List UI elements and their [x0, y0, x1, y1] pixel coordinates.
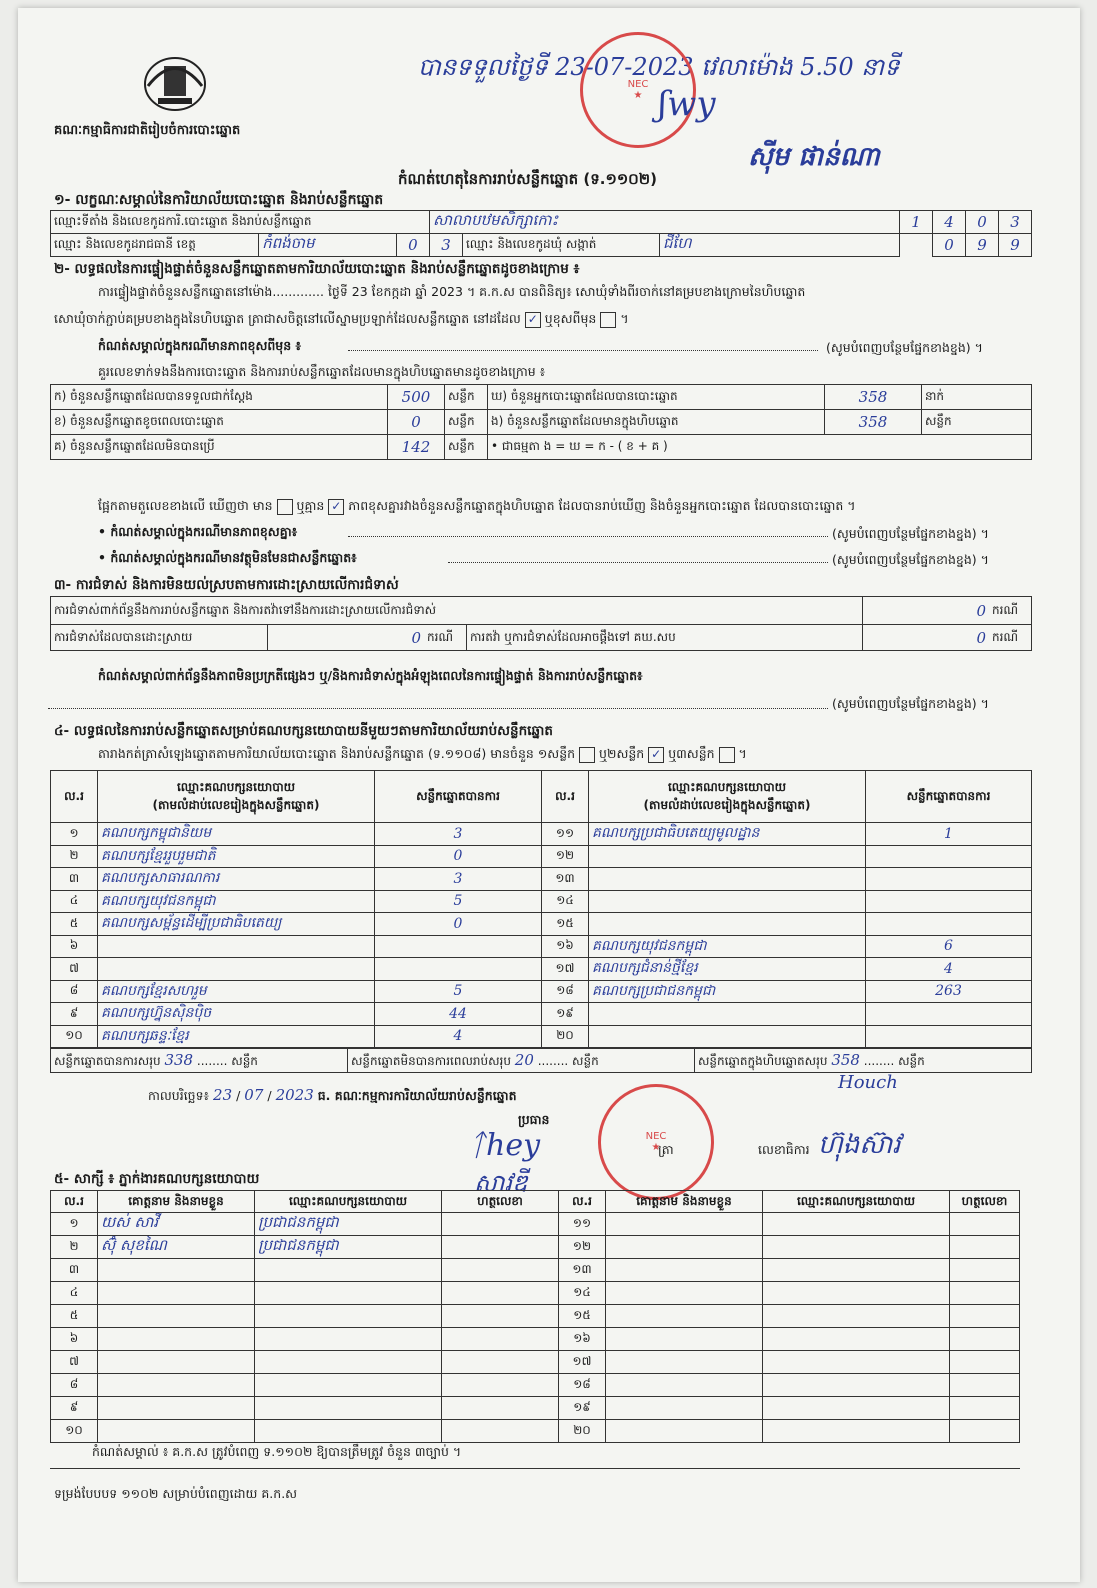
- witness-signature: [442, 1420, 559, 1443]
- left-party: គណបក្សសាធារណការ: [98, 868, 375, 891]
- province-value: កំពង់ចាម: [259, 234, 397, 257]
- col-party-sub: (តាមលំដាប់លេខរៀងក្នុងសន្លឹកឆ្នោត): [152, 797, 320, 812]
- formula-note: • ជាធម្មតា ង = ឃ = ក - ( ខ + គ ): [488, 435, 1032, 460]
- right-votes: [866, 1025, 1032, 1048]
- witness-name: [606, 1374, 763, 1397]
- right-no: ១៧: [542, 958, 589, 981]
- witness-row: [51, 1420, 1020, 1443]
- figure-value-a: 500: [388, 385, 445, 410]
- left-votes: 5: [375, 890, 542, 913]
- w-col-party: ឈ្មោះគណបក្សនយោបាយ: [763, 1191, 950, 1213]
- witness-signature: [950, 1259, 1020, 1282]
- results-row: [51, 980, 1032, 1003]
- secretary-signature: ហ៊ុងស៊ាវ: [818, 1130, 901, 1160]
- witness-signature: [950, 1351, 1020, 1374]
- right-party: គណបក្សយុវជនកម្ពុជា: [589, 935, 866, 958]
- two-sheet-label: ឬ២សន្លឹក: [599, 746, 645, 761]
- figure-label-b: ខ) ចំនួនសន្លឹកឆ្នោតខូចពេលបោះឆ្នោត: [51, 410, 388, 435]
- results-table: [50, 770, 1032, 1048]
- witness-row: [51, 1374, 1020, 1397]
- col-party: [589, 771, 866, 823]
- witness-no: ៤: [51, 1282, 98, 1305]
- code-digit: 4: [933, 211, 966, 234]
- witness-no: ១: [51, 1213, 98, 1236]
- same-checkbox[interactable]: ✓: [525, 312, 541, 328]
- witness-name: [98, 1351, 255, 1374]
- left-party: គណបក្សសម្ព័ន្ធដើម្បីប្រជាធិបតេយ្យ: [98, 913, 375, 936]
- results-row: [51, 935, 1032, 958]
- right-party: [589, 868, 866, 891]
- appeal-label: ការតវ៉ា ឬការជំទាស់ដែលអាចផ្តឹងទៅ គឃ.សប: [467, 625, 863, 651]
- figure-label-d: ឃ) ចំនួនអ្នកបោះឆ្នោតដែលបានបោះឆ្នោត: [488, 385, 825, 410]
- col-party-title: ឈ្មោះគណបក្សនយោបាយ: [176, 779, 296, 794]
- witness-no: ១៩: [559, 1397, 606, 1420]
- figure-unit-e: សន្លឹក: [922, 410, 1032, 435]
- witness-party: [763, 1236, 950, 1259]
- right-votes: [866, 868, 1032, 891]
- complaints-value: 0: [863, 597, 990, 625]
- right-votes: 4: [866, 958, 1032, 981]
- witness-party: [763, 1420, 950, 1443]
- form-reference: ទម្រង់បែបបទ ១១០២ សម្រាប់បំពេញដោយ គ.ក.ស: [54, 1486, 298, 1501]
- left-no: ៥: [51, 913, 98, 936]
- resolved-label: ការជំទាស់ដែលបានដោះស្រាយ: [51, 625, 268, 651]
- witness-name: [98, 1282, 255, 1305]
- valid-total: សន្លឹកឆ្នោតបានការសរុប 338 ........ សន្លឹក: [51, 1049, 348, 1073]
- form-title: កំណត់ហេតុនៃការរាប់សន្លឹកឆ្នោត (ទ.១១០២): [398, 170, 658, 188]
- witness-row: [51, 1259, 1020, 1282]
- witness-party: [255, 1305, 442, 1328]
- w-col-name: គោត្តនាម និងនាមខ្លួន: [98, 1191, 255, 1213]
- witness-signature: [442, 1397, 559, 1420]
- left-no: ២: [51, 845, 98, 868]
- witness-no: ១០: [51, 1420, 98, 1443]
- figure-unit-d: នាក់: [922, 385, 1032, 410]
- witness-no: ៥: [51, 1305, 98, 1328]
- w-col-no: ល.រ: [51, 1191, 98, 1213]
- verification-para-2-text: សោឃុំចាក់ភ្ជាប់គម្របខាងក្នុងនៃហិបឆ្នោត ត្រាជាសចិត្តនៅលើស្នាមប្រឡាក់ដែលសន្លឹកឆ្នោត នៅដដែល: [54, 311, 521, 326]
- committee-name: គណៈកម្មាធិការជាតិរៀបចំការបោះឆ្នោត: [54, 123, 241, 138]
- figure-value-b: 0: [388, 410, 445, 435]
- results-row: [51, 1003, 1032, 1026]
- section2-heading: ២- លទ្ធផលនៃការផ្ទៀងផ្ទាត់ចំនួនសន្លឹកឆ្នោតតាមការិយាល័យបោះឆ្នោត និងរាប់សន្លឹកឆ្នោតដូចខាងក្រោម ៖: [54, 261, 580, 277]
- different-checkbox[interactable]: [600, 312, 616, 328]
- footer-divider: [50, 1468, 1020, 1469]
- right-party: [589, 1003, 866, 1026]
- w-col-sig: ហត្ថលេខា: [442, 1191, 559, 1213]
- left-party: គណបក្សកម្ពុជានិយម: [98, 823, 375, 846]
- witness-no: ១៨: [559, 1374, 606, 1397]
- witness-party: [255, 1328, 442, 1351]
- witness-signature: [950, 1397, 1020, 1420]
- discrepancy-line: [98, 498, 856, 517]
- w-col-no: ល.រ: [559, 1191, 606, 1213]
- left-party: គណបក្សឆន្ទៈខ្មែរ: [98, 1025, 375, 1048]
- right-no: ១៥: [542, 913, 589, 936]
- figure-label-a: ក) ចំនួនសន្លឹកឆ្នោតដែលបានទទួលជាក់ស្តែង: [51, 385, 388, 410]
- fill-hint-4: (សូមបំពេញបន្ថែមផ្នែកខាងខ្នង) ។: [832, 696, 989, 711]
- w-col-sig: ហត្ថលេខា: [950, 1191, 1020, 1213]
- section1-table: [50, 210, 1032, 257]
- right-party: [589, 845, 866, 868]
- results-row: [51, 845, 1032, 868]
- witness-no: ១៥: [559, 1305, 606, 1328]
- right-votes: [866, 845, 1032, 868]
- witness-no: ៦: [51, 1328, 98, 1351]
- right-no: ១៨: [542, 980, 589, 1003]
- official-stamp-2: NEC ★: [598, 1084, 714, 1200]
- witness-signature: [442, 1305, 559, 1328]
- col-party-title: ឈ្មោះគណបក្សនយោបាយ: [667, 779, 787, 794]
- secretary-label: លេខាធិការ: [758, 1142, 810, 1157]
- discrepancy-text-a: ផ្អែកតាមតួលេខខាងលើ ឃើញថា មាន: [98, 498, 273, 513]
- figure-value-e: 358: [825, 410, 922, 435]
- has-discrepancy-checkbox[interactable]: [277, 499, 293, 515]
- resolved-value: 0: [268, 625, 425, 651]
- witness-signature: [442, 1282, 559, 1305]
- complaints-table: [50, 596, 1032, 651]
- invalid-total-unit: សន្លឹក: [572, 1053, 599, 1068]
- left-votes: [375, 935, 542, 958]
- col-no: ល.រ: [51, 771, 98, 823]
- witness-party: ប្រជាជនកម្ពុជា: [255, 1236, 442, 1259]
- section3-heading: ៣- ការជំទាស់ និងការមិនយល់ស្របតាមការដោះស្រាយលើការជំទាស់: [54, 577, 399, 593]
- witness-row: [51, 1397, 1020, 1420]
- object-note-label: • កំណត់សម្គាល់ក្នុងករណីមានវត្ថុមិនមែនជាសន្លឹកឆ្នោត៖: [98, 550, 357, 565]
- witness-no: ១១: [559, 1213, 606, 1236]
- results-row: [51, 823, 1032, 846]
- box-total-label: សន្លឹកឆ្នោតក្នុងហិបឆ្នោតសរុប: [698, 1053, 828, 1068]
- witness-row: [51, 1213, 1020, 1236]
- date-month: 07: [244, 1086, 264, 1104]
- invalid-total: សន្លឹកឆ្នោតមិនបានការពេលរាប់សរុប 20 ........ សន្លឹក: [348, 1049, 695, 1073]
- col-party: [98, 771, 375, 823]
- witness-name: [98, 1420, 255, 1443]
- handwritten-houch: Houch: [838, 1072, 898, 1093]
- witness-signature: [442, 1351, 559, 1374]
- witness-no: ៩: [51, 1397, 98, 1420]
- document-page: [18, 8, 1080, 1582]
- witness-name: យស់ សាវី: [98, 1213, 255, 1236]
- appeal-unit: ករណី: [989, 625, 1032, 651]
- irregularity-note-label: កំណត់សម្គាល់ពាក់ព័ន្ធនឹងភាពមិនប្រក្រតីផ្សេងៗ ឬ/និងការជំទាស់ក្នុងអំឡុងពេលនៃការផ្ទៀងផ្ទាត់ និងការរាប់សន្លឹកឆ្នោត៖: [98, 668, 643, 683]
- left-party: [98, 958, 375, 981]
- date-year: 2023: [275, 1086, 314, 1104]
- witness-party: [763, 1213, 950, 1236]
- witness-party: [763, 1351, 950, 1374]
- witness-name: [606, 1259, 763, 1282]
- commune-code: 0: [933, 234, 966, 257]
- fill-hint-3: (សូមបំពេញបន្ថែមផ្នែកខាងខ្នង) ។: [832, 552, 989, 567]
- witness-signature: [442, 1259, 559, 1282]
- discrepancy-text-c: ភាពខុសគ្នារវាងចំនួនសន្លឹកឆ្នោតក្នុងហិបឆ្នោត ដែលបានរាប់ឃើញ និងចំនួនអ្នកបោះឆ្នោត ដែលបានបោះឆ្នោត ។: [348, 498, 856, 513]
- right-no: ១២: [542, 845, 589, 868]
- witness-party: [255, 1259, 442, 1282]
- right-party: [589, 913, 866, 936]
- witness-name: [98, 1397, 255, 1420]
- stamp-label: ត្រា: [658, 1142, 674, 1157]
- results-row: [51, 958, 1032, 981]
- witness-no: ១២: [559, 1236, 606, 1259]
- results-row: [51, 890, 1032, 913]
- signing-committee: ធ. គណៈកម្មការការិយាល័យរាប់សន្លឹកឆ្នោត: [317, 1088, 517, 1103]
- figure-value-c: 142: [388, 435, 445, 460]
- witness-signature: [950, 1328, 1020, 1351]
- different-option: ឬខុសពីមុន: [544, 311, 597, 326]
- witness-name: [98, 1305, 255, 1328]
- witness-no: ១៦: [559, 1328, 606, 1351]
- left-votes: 4: [375, 1025, 542, 1048]
- witness-signature: [950, 1420, 1020, 1443]
- tally-intro: តារាងកត់ត្រាសំឡេងឆ្នោតតាមការិយាល័យបោះឆ្នោត និងរាប់សន្លឹកឆ្នោត (ទ.១១០៨) មានចំនួន ១សន្លឹក ឬ២សន្លឹក ✓ ឬ៣សន្លឹក ។: [98, 746, 747, 761]
- right-votes: [866, 1003, 1032, 1026]
- witness-signature: [950, 1305, 1020, 1328]
- witness-party: [255, 1351, 442, 1374]
- witness-party: ប្រជាជនកម្ពុជា: [255, 1213, 442, 1236]
- fill-hint-2: (សូមបំពេញបន្ថែមផ្នែកខាងខ្នង) ។: [832, 526, 989, 541]
- left-votes: 3: [375, 868, 542, 891]
- box-total-value: 358: [831, 1050, 860, 1069]
- section1-heading: ១- លក្ខណៈសម្គាល់នៃការិយាល័យបោះឆ្នោត និងរាប់សន្លឹកឆ្នោត: [54, 192, 384, 208]
- witness-row: [51, 1305, 1020, 1328]
- left-votes: [375, 958, 542, 981]
- left-party: [98, 935, 375, 958]
- difference-note-label: កំណត់សម្គាល់ក្នុងករណីមានភាពខុសពីមុន ៖: [98, 338, 302, 353]
- figures-table: [50, 384, 1032, 460]
- date-line: កាលបរិច្ឆេទ៖ 23 / 07 / 2023 ធ. គណៈកម្មការការិយាល័យរាប់សន្លឹកឆ្នោត: [148, 1086, 517, 1104]
- left-party: គណបក្សខ្មែរសហរួម: [98, 980, 375, 1003]
- witness-table: [50, 1190, 1020, 1443]
- witness-no: ២០: [559, 1420, 606, 1443]
- left-votes: 0: [375, 845, 542, 868]
- left-no: ១០: [51, 1025, 98, 1048]
- left-votes: 44: [375, 1003, 542, 1026]
- commune-label: ឈ្មោះ និងលេខកូដឃុំ សង្កាត់: [463, 234, 660, 257]
- code-digit: 3: [999, 211, 1032, 234]
- location-value: សាលាបឋមសិក្សាកោះ: [430, 211, 900, 234]
- right-party: [589, 890, 866, 913]
- witness-party: [763, 1305, 950, 1328]
- witness-signature: [442, 1213, 559, 1236]
- received-note: បានទទួលថ្ងៃទី 23-07-2023 វេលាម៉ោង 5.50 នាទី: [418, 53, 900, 81]
- date-day: 23: [213, 1086, 233, 1104]
- witness-no: ៧: [51, 1351, 98, 1374]
- results-totals: [50, 1048, 1032, 1073]
- right-party: គណបក្សប្រជាធិបតេយ្យមូលដ្ឋាន: [589, 823, 866, 846]
- right-votes: [866, 913, 1032, 936]
- invalid-total-value: 20: [514, 1050, 534, 1069]
- witness-no: ១៧: [559, 1351, 606, 1374]
- valid-total-unit: សន្លឹក: [231, 1053, 258, 1068]
- col-votes: សន្លឹកឆ្នោតបានការ: [866, 771, 1032, 823]
- official-stamp: NEC ★: [580, 32, 696, 148]
- code-digit: 1: [900, 211, 933, 234]
- figure-value-d: 358: [825, 385, 922, 410]
- fill-hint-1: (សូមបំពេញបន្ថែមផ្នែកខាងខ្នង) ។: [826, 340, 983, 355]
- figure-unit-a: សន្លឹក: [445, 385, 488, 410]
- commune-code: 9: [999, 234, 1032, 257]
- right-no: ២០: [542, 1025, 589, 1048]
- left-no: ៨: [51, 980, 98, 1003]
- witness-row: [51, 1328, 1020, 1351]
- witness-no: ២: [51, 1236, 98, 1259]
- left-no: ៣: [51, 868, 98, 891]
- valid-total-label: សន្លឹកឆ្នោតបានការសរុប: [54, 1053, 161, 1068]
- witness-name: [606, 1213, 763, 1236]
- witness-no: ៣: [51, 1259, 98, 1282]
- complaints-label: ការជំទាស់ពាក់ព័ន្ធនឹងការរាប់សន្លឹកឆ្នោត និងការតវ៉ាទៅនឹងការដោះស្រាយលើការជំទាស់: [51, 597, 863, 625]
- verification-para-2: សោឃុំចាក់ភ្ជាប់គម្របខាងក្នុងនៃហិបឆ្នោត ត្រាជាសចិត្តនៅលើស្នាមប្រឡាក់ដែលសន្លឹកឆ្នោត នៅដដែល ✓ ឬខុសពីមុន ។: [54, 311, 629, 326]
- code-digit: 0: [966, 211, 999, 234]
- witness-name: ស៊ុំ សុខណៃ: [98, 1236, 255, 1259]
- left-no: ៦: [51, 935, 98, 958]
- right-no: ១៩: [542, 1003, 589, 1026]
- witness-name: [606, 1420, 763, 1443]
- witness-name: [98, 1259, 255, 1282]
- section4-heading: ៤- លទ្ធផលនៃការរាប់សន្លឹកឆ្នោតសម្រាប់គណបក្សនយោបាយនីមួយៗតាមការិយាល័យរាប់សន្លឹកឆ្នោត: [54, 723, 553, 739]
- province-code: 3: [430, 234, 463, 257]
- witness-row: [51, 1282, 1020, 1305]
- witness-row: [51, 1351, 1020, 1374]
- witness-signature: [950, 1236, 1020, 1259]
- province-label: ឈ្មោះ និងលេខកូដរាជធានី ខេត្ត: [51, 234, 259, 257]
- three-sheet-label: ឬ៣សន្លឹក: [668, 746, 715, 761]
- figures-intro: គួរលេខទាក់ទងនឹងការបោះឆ្នោត និងការរាប់សន្លឹកឆ្នោតដែលមានក្នុងហិបឆ្នោតមានដូចខាងក្រោម ៖: [98, 364, 546, 379]
- witness-name: [606, 1236, 763, 1259]
- right-party: គណបក្សជំនាន់ថ្មីខ្មែរ: [589, 958, 866, 981]
- col-party-sub: (តាមលំដាប់លេខរៀងក្នុងសន្លឹកឆ្នោត): [643, 797, 811, 812]
- witness-name: [606, 1351, 763, 1374]
- witness-party: [763, 1374, 950, 1397]
- witness-party: [763, 1282, 950, 1305]
- right-votes: 263: [866, 980, 1032, 1003]
- right-party: គណបក្សប្រជាជនកម្ពុជា: [589, 980, 866, 1003]
- witness-party: [763, 1259, 950, 1282]
- right-votes: 1: [866, 823, 1032, 846]
- left-party: គណបក្សយុវជនកម្ពុជា: [98, 890, 375, 913]
- figure-label-c: គ) ចំនួនសន្លឹកឆ្នោតដែលមិនបានប្រើ: [51, 435, 388, 460]
- irregularity-note-line: [48, 708, 828, 709]
- witness-name: [606, 1282, 763, 1305]
- right-votes: 6: [866, 935, 1032, 958]
- results-row: [51, 1025, 1032, 1048]
- commune-value: ជីហែ: [660, 234, 900, 257]
- figure-unit-b: សន្លឹក: [445, 410, 488, 435]
- witness-party: [255, 1374, 442, 1397]
- box-total: សន្លឹកឆ្នោតក្នុងហិបឆ្នោតសរុប 358 ........ សន្លឹក: [695, 1049, 1032, 1073]
- col-no: ល.រ: [542, 771, 589, 823]
- handwritten-name: ស៊ីម ផាន់ណា: [748, 142, 880, 172]
- results-row: [51, 868, 1032, 891]
- tally-intro-text: តារាងកត់ត្រាសំឡេងឆ្នោតតាមការិយាល័យបោះឆ្នោត និងរាប់សន្លឹកឆ្នោត (ទ.១១០៨) មានចំនួន ១សន្លឹក: [98, 746, 576, 761]
- right-no: ១៤: [542, 890, 589, 913]
- resolved-unit: ករណី: [424, 625, 467, 651]
- figure-unit-c: សន្លឹក: [445, 435, 488, 460]
- w-col-party: ឈ្មោះគណបក្សនយោបាយ: [255, 1191, 442, 1213]
- witness-name: [606, 1397, 763, 1420]
- witness-signature: [950, 1374, 1020, 1397]
- chair-name-handwritten: សាវឌី: [474, 1169, 528, 1197]
- invalid-total-label: សន្លឹកឆ្នោតមិនបានការពេលរាប់សរុប: [351, 1053, 511, 1068]
- signature-top: ʃwy: [658, 84, 716, 124]
- discrepancy-note-line: [348, 536, 828, 537]
- witness-no: ១៤: [559, 1282, 606, 1305]
- left-votes: 0: [375, 913, 542, 936]
- witness-signature: [442, 1328, 559, 1351]
- left-party: គណបក្សហ្វ៊ុនស៊ិនប៉ិច: [98, 1003, 375, 1026]
- box-total-unit: សន្លឹក: [898, 1053, 925, 1068]
- witness-signature: [442, 1236, 559, 1259]
- discrepancy-text-b: ឬគ្មាន: [296, 498, 325, 513]
- two-sheet-checkbox[interactable]: ✓: [648, 747, 664, 763]
- right-votes: [866, 890, 1032, 913]
- appeal-value: 0: [863, 625, 990, 651]
- section5-heading: ៥- សាក្សី ៖ ភ្នាក់ងារគណបក្សនយោបាយ: [54, 1171, 260, 1187]
- witness-name: [98, 1374, 255, 1397]
- left-no: ៤: [51, 890, 98, 913]
- witness-signature: [950, 1282, 1020, 1305]
- valid-total-value: 338: [164, 1050, 194, 1069]
- witness-party: [255, 1397, 442, 1420]
- date-label: កាលបរិច្ឆេទ៖: [148, 1088, 210, 1103]
- witness-party: [763, 1328, 950, 1351]
- witness-no: ១៣: [559, 1259, 606, 1282]
- complaints-unit: ករណី: [989, 597, 1032, 625]
- right-no: ១៣: [542, 868, 589, 891]
- commune-code: 9: [966, 234, 999, 257]
- three-sheet-checkbox[interactable]: [719, 747, 735, 763]
- footer-note: កំណត់សម្គាល់ ៖ គ.ក.ស ត្រូវបំពេញ ទ.១១០២ ឱ្យបានត្រឹមត្រូវ ចំនួន ៣ច្បាប់ ។: [92, 1444, 462, 1459]
- w-col-name: គោត្តនាម និងនាមខ្លួន: [606, 1191, 763, 1213]
- results-row: [51, 913, 1032, 936]
- one-sheet-checkbox[interactable]: [579, 747, 595, 763]
- left-votes: 3: [375, 823, 542, 846]
- figure-label-e: ង) ចំនួនសន្លឹកឆ្នោតដែលមានក្នុងហិបឆ្នោត: [488, 410, 825, 435]
- right-party: [589, 1025, 866, 1048]
- witness-signature: [442, 1374, 559, 1397]
- witness-name: [98, 1328, 255, 1351]
- nec-emblem: [138, 46, 212, 116]
- witness-no: ៨: [51, 1374, 98, 1397]
- witness-name: [606, 1305, 763, 1328]
- object-note-line: [448, 562, 828, 563]
- difference-note-line: [348, 350, 818, 351]
- no-discrepancy-checkbox[interactable]: ✓: [328, 499, 344, 515]
- chair-signature: ᛏhey: [468, 1128, 541, 1163]
- witness-party: [255, 1420, 442, 1443]
- witness-signature: [950, 1213, 1020, 1236]
- right-no: ១១: [542, 823, 589, 846]
- witness-name: [606, 1328, 763, 1351]
- left-no: ៩: [51, 1003, 98, 1026]
- location-label: ឈ្មោះទីតាំង និងលេខកូដការិ.បោះឆ្នោត និងរាប់សន្លឹកឆ្នោត: [51, 211, 430, 234]
- witness-party: [255, 1282, 442, 1305]
- col-votes: សន្លឹកឆ្នោតបានការ: [375, 771, 542, 823]
- witness-party: [763, 1397, 950, 1420]
- verification-para-1: ការផ្ទៀងផ្ទាត់ចំនួនសន្លឹកឆ្នោតនៅម៉ោង............. ថ្ងៃទី 23 ខែកក្កដា ឆ្នាំ 2023 ។ គ.ក.ស បានពិនិត្យ៖ សោឃុំទាំងពីរចាក់នៅគម្របខាងក្រោមនៃហិបឆ្នោត: [98, 284, 806, 299]
- discrepancy-note-label: • កំណត់សម្គាល់ក្នុងករណីមានភាពខុសគ្នា៖: [98, 524, 298, 539]
- province-code: 0: [396, 234, 429, 257]
- left-party: គណបក្សខ្មែររួបរួមជាតិ: [98, 845, 375, 868]
- right-no: ១៦: [542, 935, 589, 958]
- left-no: ៧: [51, 958, 98, 981]
- left-votes: 5: [375, 980, 542, 1003]
- left-no: ១: [51, 823, 98, 846]
- chair-label: ប្រធាន: [518, 1112, 550, 1127]
- witness-row: [51, 1236, 1020, 1259]
